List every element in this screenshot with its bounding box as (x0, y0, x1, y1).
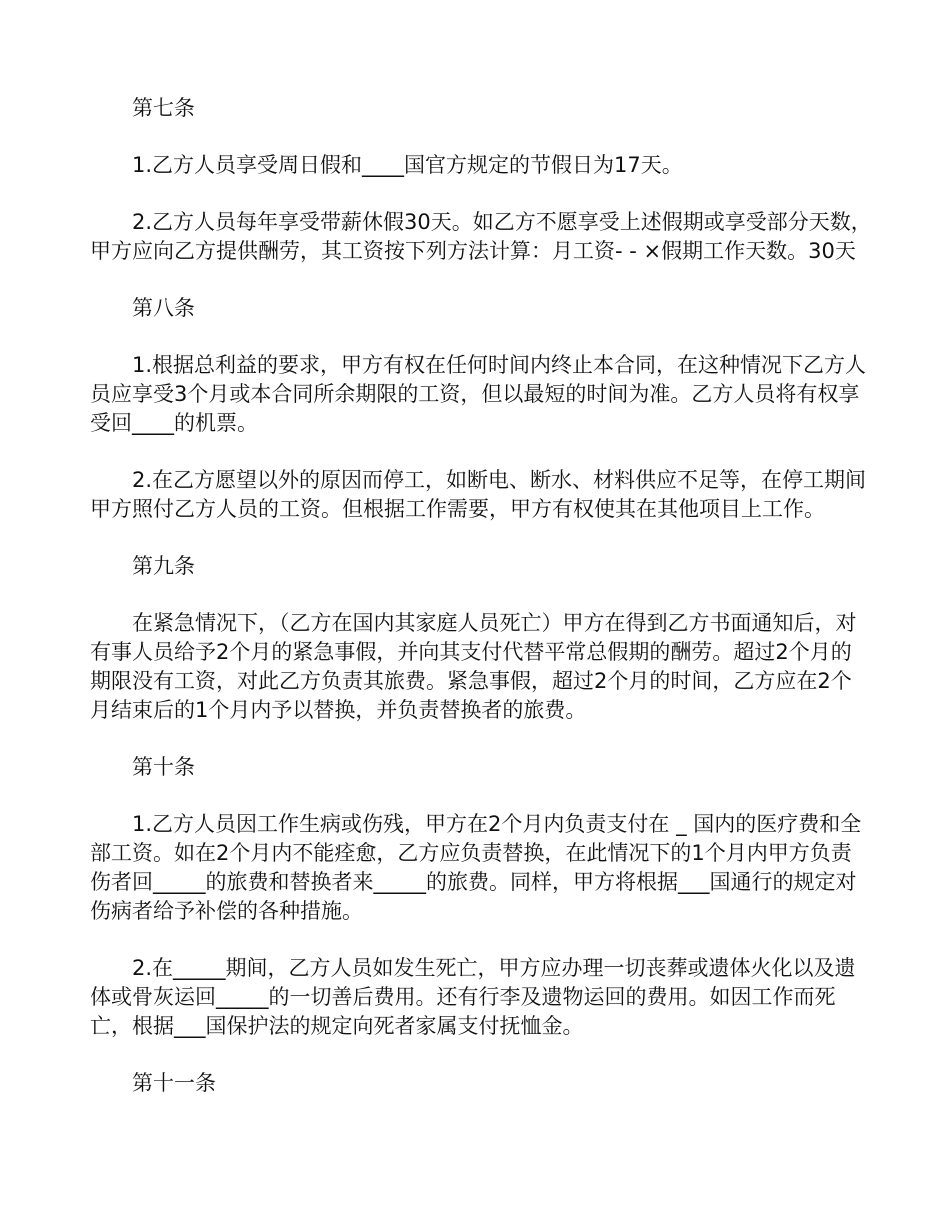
clause-paragraph: 2.在乙方愿望以外的原因而停工，如断电、断水、材料供应不足等，在停工期间甲方照付乙方人员的工资。但根据工作需要，甲方有权使其在其他项目上工作。 (90, 468, 867, 521)
article-heading: 第十一条 (132, 1071, 216, 1095)
clause-paragraph: 1.乙方人员享受周日假和____国官方规定的节假日为17天。 (132, 153, 683, 177)
clause-paragraph: 2.乙方人员每年享受带薪休假30天。如乙方不愿享受上述假期或享受部分天数，甲方应向乙方提供酬劳，其工资按下列方法计算：月工资- - ×假期工作天数。30天 (90, 210, 872, 263)
document-page (90, 94, 872, 1126)
clause-paragraph: 1.乙方人员因工作生病或伤残，甲方在2个月内负责支付在 _ 国内的医疗费和全部工资。如在2个月内不能痊愈，乙方应负责替换，在此情况下的1个月内甲方负责伤者回_____的旅费和替换者来_____的旅费。同样，甲方将根据___国通行的规定对伤病者给予补偿的各种措施。 (90, 812, 862, 923)
article-heading: 第九条 (132, 554, 195, 578)
article-heading: 第七条 (132, 96, 195, 120)
article-heading: 第八条 (132, 296, 195, 320)
article-heading: 第十条 (132, 755, 195, 779)
clause-paragraph: 2.在_____期间，乙方人员如发生死亡，甲方应办理一切丧葬或遗体火化以及遗体或骨灰运回_____的一切善后费用。还有行李及遗物运回的费用。如因工作而死亡，根据___国保护法的规定向死者家属支付抚恤金。 (90, 956, 856, 1038)
clause-paragraph: 在紧急情况下，（乙方在国内其家庭人员死亡）甲方在得到乙方书面通知后，对有事人员给予2个月的紧急事假，并向其支付代替平常总假期的酬劳。超过2个月的期限没有工资，对此乙方负责其旅费。紧急事假，超过2个月的时间，乙方应在2个月结束后的1个月内予以替换，并负责替换者的旅费。 (90, 611, 857, 722)
clause-paragraph: 1.根据总利益的要求，甲方有权在任何时间内终止本合同，在这种情况下乙方人员应享受3个月或本合同所余期限的工资，但以最短的时间为准。乙方人员将有权享受回____的机票。 (90, 353, 867, 435)
